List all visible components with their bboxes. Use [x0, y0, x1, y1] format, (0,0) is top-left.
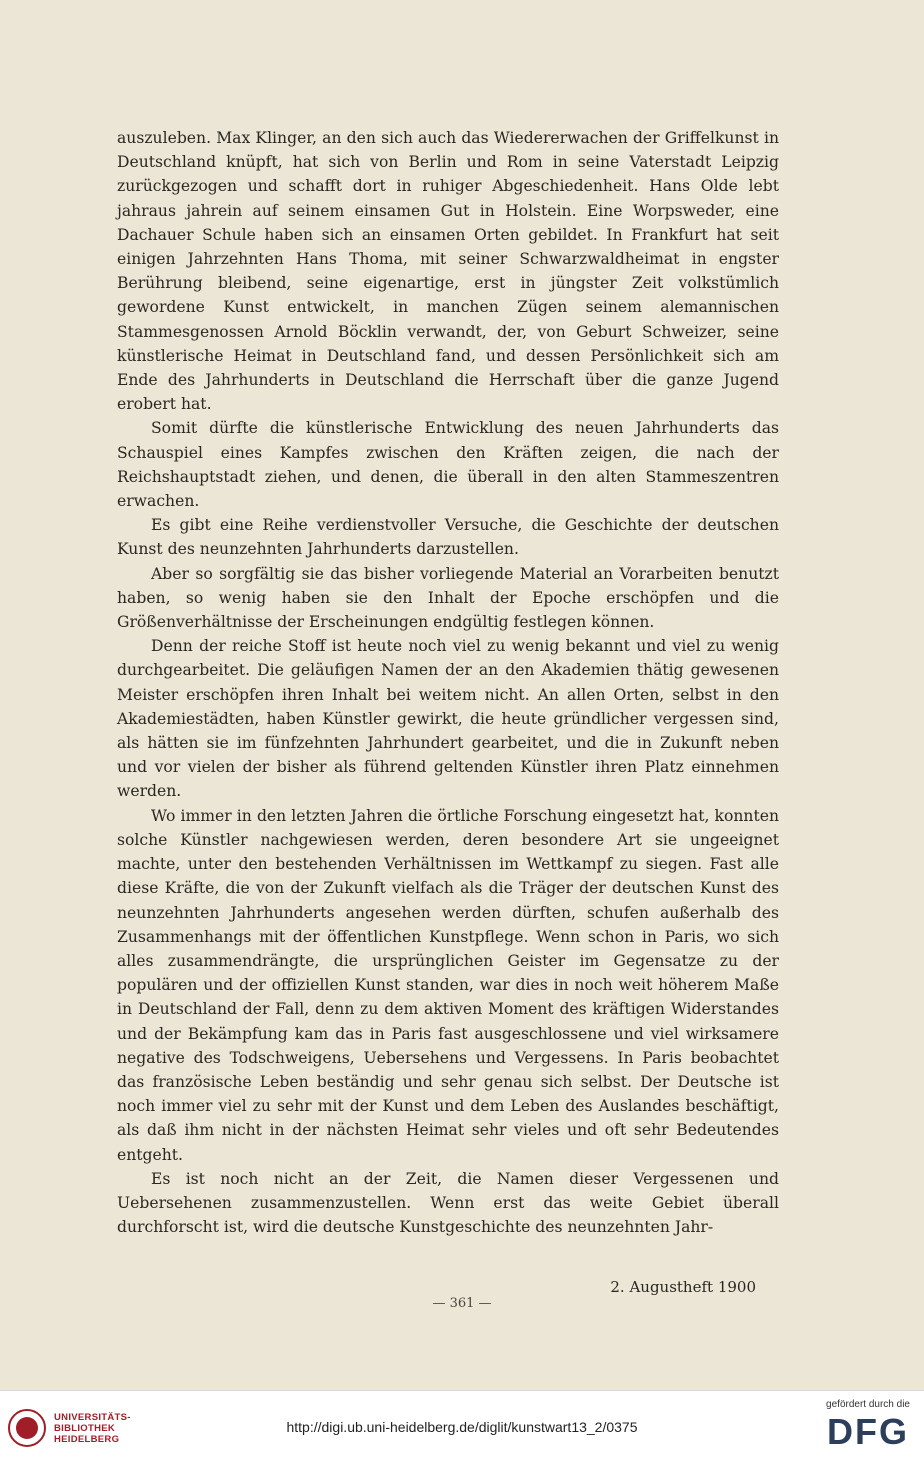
- paragraph: Denn der reiche Stoff ist heute noch viel zu wenig bekannt und viel zu wenig durchgearbeitet. Die geläufigen Namen der an den Akademien thätig gewesenen Meister erschöpfen ihren Inhalt bei weitem nicht. An allen Orten, selbst in den Akademiestädten, haben Künstler gewirkt, die heute gründlicher vergessen sind, als hätten sie im fünfzehnten Jahrhundert gearbeitet, und die in Zukunft neben und vor vielen der bisher als führend geltenden Künstler ihren Platz einnehmen werden.: [117, 637, 779, 801]
- paragraph: Es gibt eine Reihe verdienstvoller Versuche, die Geschichte der deutschen Kunst des neunzehnten Jahrhunderts darzustellen.: [117, 516, 779, 559]
- funding-caption: gefördert durch die: [826, 1399, 910, 1410]
- paragraph: Somit dürfte die künstlerische Entwicklung des neuen Jahrhunderts das Schauspiel eines Kampfes zwischen den Kräften zeigen, die nach der Reichshauptstadt ziehen, und denen, die überall in den alten Stammeszentren erwachen.: [117, 419, 779, 511]
- paragraph: auszuleben. Max Klinger, an den sich auch das Wiedererwachen der Griffelkunst in Deutschland knüpft, hat sich von Berlin und Rom in seine Vaterstadt Leipzig zurückgezogen und schafft dort in ruhiger Abgeschiedenheit. Hans Olde lebt jahraus jahrein auf seinem einsamen Gut in Holstein. Eine Worpsweder, eine Dachauer Schule haben sich an einsamen Orten gebildet. In Frankfurt hat seit einigen Jahrzehnten Hans Thoma, mit seiner Schwarzwaldheimat in engster Berührung bleibend, seine eigenartige, erst in jüngster Zeit volkstümlich gewordene Kunst entwickelt, in manchen Zügen seinem alemannischen Stammesgenossen Arnold Böcklin verwandt, der, von Geburt Schweizer, seine künstlerische Heimat in Deutschland fand, und dessen Persönlichkeit sich am Ende des Jahrhunderts in Deutschland die Herrschaft über die ganze Jugend erobert hat.: [117, 129, 779, 414]
- viewer-footer: [0, 1390, 924, 1467]
- paragraph: Aber so sorgfältig sie das bisher vorliegende Material an Vorarbeiten benutzt haben, so wenig haben sie den Inhalt der Epoche erschöpfen und die Größenverhältnisse der Erscheinungen endgültig festlegen können.: [117, 564, 779, 632]
- paragraph: Es ist noch nicht an der Zeit, die Namen dieser Vergessenen und Uebersehenen zusammenzustellen. Wenn erst das weite Gebiet überall durchforscht ist, wird die deutsche Kunstgeschichte des neunzehnten Jahr-: [117, 1169, 779, 1237]
- permalink-url[interactable]: http://digi.ub.uni-heidelberg.de/diglit/kunstwart13_2/0375: [286, 1419, 638, 1435]
- page-number: — 361 —: [432, 1296, 492, 1311]
- paragraph: Wo immer in den letzten Jahren die örtliche Forschung eingesetzt hat, konnten solche Künstler nachgewiesen werden, deren besondere Art sie ungeeignet machte, unter den bestehenden Verhältnissen im Wettkampf zu siegen. Fast alle diese Kräfte, die von der Zukunft vielfach als die Träger der deutschen Kunst des neunzehnten Jahrhunderts angesehen werden dürften, schufen außerhalb des Zusammenhangs mit der öffentlichen Kunstpflege. Wenn schon in Paris, wo sich alles zusammendrängte, die ursprünglichen Geister im Gegensatze zu der populären und der offiziellen Kunst standen, war dies in noch weit höherem Maße in Deutschland der Fall, denn zu dem aktiven Moment des kräftigen Widerstandes und der Bekämpfung kam das in Paris fast ausgeschlossene und viel wirksamere negative des Todschweigens, Uebersehens und Vergessens. In Paris beobachtet das französische Leben beständig und sehr genau sich selbst. Der Deutsche ist noch immer viel zu sehr mit der Kunst und dem Leben des Auslandes beschäftigt, als daß ihm nicht in der nächsten Heimat sehr vieles und oft sehr Bedeutendes entgeht.: [117, 806, 779, 1164]
- library-name: UNIVERSITÄTS- BIBLIOTHEK HEIDELBERG: [54, 1411, 131, 1445]
- body-text: [117, 126, 779, 1239]
- issue-label: 2. Augustheft 1900: [610, 1278, 756, 1296]
- dfg-logo: DFG: [827, 1411, 910, 1452]
- dfg-funding-badge[interactable]: [826, 1399, 910, 1452]
